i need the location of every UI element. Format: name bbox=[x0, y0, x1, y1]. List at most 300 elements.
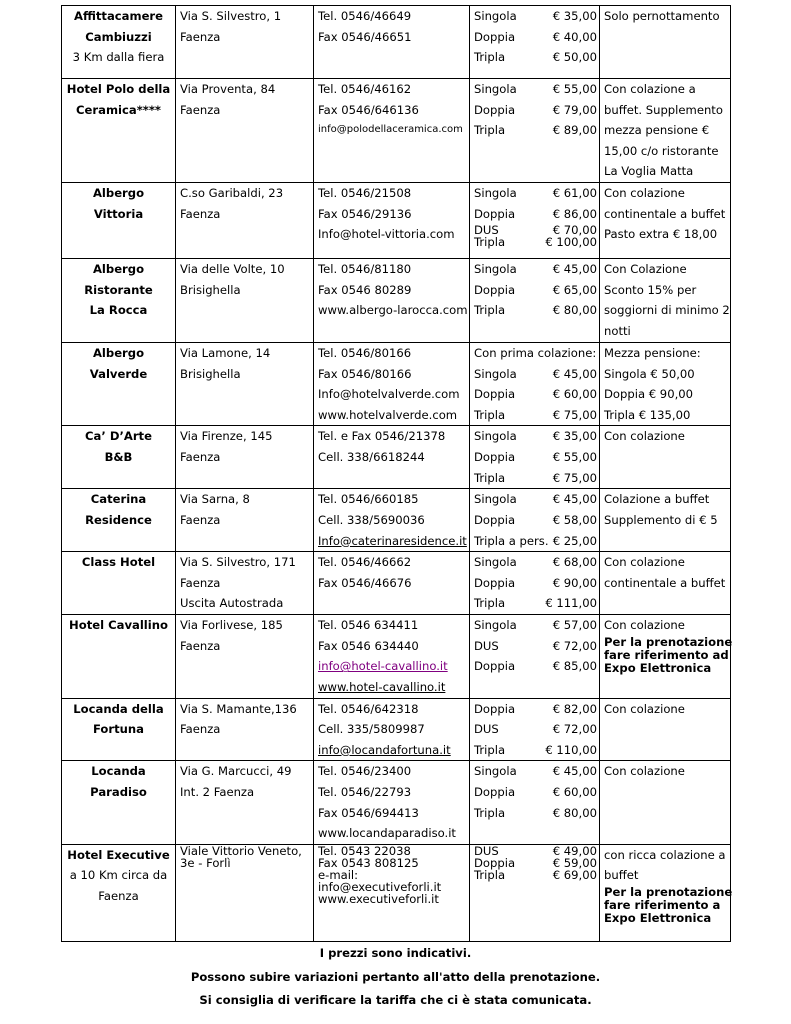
room-type: Tripla bbox=[474, 407, 506, 422]
room-price: € 40,00 bbox=[552, 29, 597, 44]
price-cell bbox=[470, 343, 600, 426]
room-price: € 58,00 bbox=[552, 512, 597, 527]
address-line: Via S. Silvestro, 171 bbox=[180, 555, 296, 570]
room-type: Tripla bbox=[474, 867, 506, 882]
contact-line: Tel. 0546/22793 bbox=[318, 784, 412, 799]
note-line: Sconto 15% per bbox=[604, 282, 697, 297]
room-price: € 55,00 bbox=[552, 449, 597, 464]
price-row bbox=[470, 573, 599, 594]
price-row bbox=[470, 100, 599, 121]
note-line: Singola € 50,00 bbox=[604, 366, 695, 381]
address-line: Faenza bbox=[180, 29, 221, 44]
price-row bbox=[470, 531, 599, 552]
price-row bbox=[470, 364, 599, 385]
contact-cell bbox=[314, 615, 470, 698]
price-row bbox=[470, 426, 599, 447]
price-row bbox=[470, 447, 599, 468]
hotel-name: Locanda della bbox=[73, 701, 164, 716]
room-type: Doppia bbox=[474, 206, 516, 221]
price-row bbox=[470, 384, 599, 405]
contact-line: Tel. 0546/81180 bbox=[318, 262, 412, 276]
room-price: € 55,00 bbox=[552, 82, 597, 96]
note-line: Pasto extra € 18,00 bbox=[604, 227, 718, 242]
address-cell bbox=[176, 343, 314, 426]
room-price: € 45,00 bbox=[552, 492, 597, 507]
room-type: Tripla bbox=[474, 235, 506, 250]
address-line: Via Sarna, 8 bbox=[180, 492, 250, 507]
note-line: continentale a buffet bbox=[604, 206, 726, 221]
hotel-name: B&B bbox=[104, 449, 133, 464]
note-line: buffet bbox=[604, 868, 639, 883]
hotel-name: Albergo bbox=[92, 346, 145, 360]
contact-cell bbox=[314, 183, 470, 259]
room-type: Tripla bbox=[474, 596, 506, 611]
contact-line: Fax 0546 80289 bbox=[318, 282, 412, 297]
room-type: Doppia bbox=[474, 855, 516, 870]
table-row bbox=[62, 489, 731, 552]
hotel-name: Paradiso bbox=[90, 784, 147, 799]
note-line: con ricca colazione a bbox=[604, 847, 726, 862]
price-row bbox=[470, 280, 599, 301]
price-row bbox=[470, 405, 599, 426]
room-price: € 80,00 bbox=[552, 805, 597, 820]
room-type: Doppia bbox=[474, 102, 516, 117]
address-line: Faenza bbox=[180, 575, 221, 590]
address-line: Via Proventa, 84 bbox=[180, 82, 276, 96]
price-cell bbox=[470, 489, 600, 552]
price-row bbox=[470, 6, 599, 27]
note-line: Doppia € 90,00 bbox=[604, 387, 694, 402]
contact-line: Fax 0546/29136 bbox=[318, 206, 412, 221]
hotel-name-cell bbox=[62, 615, 176, 698]
address-line: Via Firenze, 145 bbox=[180, 429, 273, 444]
hotel-location-note: Faenza bbox=[98, 888, 139, 903]
note-line: Con colazione bbox=[604, 618, 685, 633]
address-cell bbox=[176, 844, 314, 941]
room-type: Tripla bbox=[474, 805, 506, 820]
hotel-name-cell bbox=[62, 6, 176, 79]
hotel-name: Cambiuzzi bbox=[85, 29, 152, 44]
address-cell bbox=[176, 489, 314, 552]
note-line: buffet. Supplemento bbox=[604, 102, 723, 117]
contact-line: Info@hotelvalverde.com bbox=[318, 387, 460, 402]
hotel-name: Albergo bbox=[92, 186, 145, 200]
room-type: Singola bbox=[474, 9, 517, 23]
room-type: Tripla bbox=[474, 123, 506, 138]
hotel-name-cell bbox=[62, 343, 176, 426]
hotel-name: Ristorante bbox=[84, 282, 153, 297]
notes-cell bbox=[600, 552, 731, 615]
footer-line-3: Si consiglia di verificare la tariffa che ci è stata comunicata. bbox=[199, 993, 592, 1007]
room-type: Singola bbox=[474, 618, 517, 633]
contact-line: Tel. 0546 634411 bbox=[318, 618, 419, 633]
contact-cell bbox=[314, 79, 470, 183]
price-row bbox=[470, 857, 599, 869]
contact-line: Tel. e Fax 0546/21378 bbox=[318, 429, 446, 444]
hotel-table bbox=[61, 5, 731, 942]
address-line: 3e - Forlì bbox=[180, 855, 231, 870]
contact-link[interactable]: Info@caterinaresidence.it bbox=[318, 533, 467, 548]
hotel-name: Caterina bbox=[90, 492, 147, 507]
note-line: Con colazione bbox=[604, 701, 685, 716]
contact-cell bbox=[314, 6, 470, 79]
table-row bbox=[62, 615, 731, 698]
contact-line: Tel. 0546/660185 bbox=[318, 492, 419, 507]
room-price: € 57,00 bbox=[552, 618, 597, 633]
table-row bbox=[62, 343, 731, 426]
notes-cell bbox=[600, 183, 731, 259]
room-price: € 110,00 bbox=[545, 742, 597, 757]
notes-cell bbox=[600, 698, 731, 761]
contact-link[interactable]: www.hotel-cavallino.it bbox=[318, 679, 446, 694]
hotel-name: Ca’ D’Arte bbox=[85, 429, 152, 444]
note-line: Supplemento di € 5 bbox=[604, 512, 718, 527]
room-type: Doppia bbox=[474, 784, 516, 799]
price-row bbox=[470, 259, 599, 280]
address-cell bbox=[176, 552, 314, 615]
table-row bbox=[62, 552, 731, 615]
contact-line: Fax 0546/646136 bbox=[318, 102, 419, 117]
price-row bbox=[470, 183, 599, 204]
footer-line-1: I prezzi sono indicativi. bbox=[319, 946, 472, 960]
address-line: C.so Garibaldi, 23 bbox=[180, 186, 284, 200]
contact-link[interactable]: info@locandafortuna.it bbox=[318, 742, 451, 757]
table-row bbox=[62, 844, 731, 941]
address-line: Faenza bbox=[180, 722, 221, 737]
hotel-name: Hotel Executive bbox=[67, 847, 170, 862]
contact-line: info@executiveforli.it bbox=[318, 879, 442, 894]
room-type: Doppia bbox=[474, 575, 516, 590]
room-type: Singola bbox=[474, 555, 517, 570]
address-cell bbox=[176, 426, 314, 489]
note-line: Con colazione bbox=[604, 186, 685, 200]
contact-line: Tel. 0543 22038 bbox=[318, 843, 411, 858]
hotel-name-cell bbox=[62, 552, 176, 615]
contact-line: Fax 0546 634440 bbox=[318, 638, 419, 653]
table-row bbox=[62, 761, 731, 844]
room-type: Doppia bbox=[474, 512, 516, 527]
contact-line: Fax 0546/80166 bbox=[318, 366, 412, 381]
hotel-name: Residence bbox=[85, 512, 152, 527]
price-cell bbox=[470, 698, 600, 761]
note-line: continentale a buffet bbox=[604, 575, 726, 590]
address-cell bbox=[176, 6, 314, 79]
hotel-name-cell bbox=[62, 79, 176, 183]
room-price: € 75,00 bbox=[552, 407, 597, 422]
contact-line: Fax 0543 808125 bbox=[318, 855, 419, 870]
room-type: Doppia bbox=[474, 387, 516, 402]
price-heading: Con prima colazione: bbox=[474, 346, 597, 360]
room-price: € 72,00 bbox=[552, 722, 597, 737]
note-line: fare riferimento ad bbox=[604, 647, 729, 662]
contact-line: Tel. 0546/46662 bbox=[318, 555, 412, 570]
address-line: Faenza bbox=[180, 102, 221, 117]
contact-line: Fax 0546/46676 bbox=[318, 575, 412, 590]
price-cell bbox=[470, 615, 600, 698]
note-line: Expo Elettronica bbox=[604, 660, 712, 675]
notes-cell bbox=[600, 489, 731, 552]
price-row bbox=[470, 636, 599, 657]
address-cell bbox=[176, 615, 314, 698]
address-line: Faenza bbox=[180, 512, 221, 527]
notes-cell bbox=[600, 761, 731, 844]
contact-line: Cell. 338/6618244 bbox=[318, 449, 425, 464]
room-type: DUS bbox=[474, 638, 499, 653]
address-line: Faenza bbox=[180, 449, 221, 464]
note-line: notti bbox=[604, 323, 631, 338]
contact-line: Cell. 338/5690036 bbox=[318, 512, 425, 527]
price-row bbox=[470, 236, 599, 248]
address-line: Int. 2 Faenza bbox=[180, 784, 255, 799]
notes-cell bbox=[600, 259, 731, 343]
room-price: € 61,00 bbox=[552, 186, 597, 200]
hotel-name: Fortuna bbox=[92, 722, 144, 737]
address-line: Brisighella bbox=[180, 282, 241, 297]
note-line: Per la prenotazione bbox=[604, 634, 733, 649]
table-row bbox=[62, 6, 731, 79]
table-row bbox=[62, 698, 731, 761]
price-cell bbox=[470, 183, 600, 259]
room-type: Tripla bbox=[474, 50, 506, 65]
price-cell bbox=[470, 6, 600, 79]
notes-cell bbox=[600, 6, 731, 79]
hotel-location-note: 3 Km dalla fiera bbox=[72, 50, 165, 65]
contact-cell bbox=[314, 259, 470, 343]
price-row bbox=[470, 845, 599, 857]
notes-cell bbox=[600, 844, 731, 941]
note-line: Con colazione bbox=[604, 555, 685, 570]
address-cell bbox=[176, 259, 314, 343]
price-row bbox=[470, 47, 599, 68]
address-line: Brisighella bbox=[180, 366, 241, 381]
hotel-name: La Rocca bbox=[89, 303, 148, 318]
price-cell bbox=[470, 426, 600, 489]
address-line: Via Lamone, 14 bbox=[180, 346, 271, 360]
price-row bbox=[470, 869, 599, 881]
address-line: Via Forlivese, 185 bbox=[180, 618, 283, 633]
contact-cell bbox=[314, 844, 470, 941]
room-price: € 72,00 bbox=[552, 638, 597, 653]
room-price: € 82,00 bbox=[552, 701, 597, 716]
hotel-name-cell bbox=[62, 489, 176, 552]
table-row bbox=[62, 183, 731, 259]
room-type: DUS bbox=[474, 843, 499, 858]
price-cell bbox=[470, 259, 600, 343]
hotel-name: Ceramica**** bbox=[76, 102, 161, 117]
room-type: Doppia bbox=[474, 29, 516, 44]
room-type: Doppia bbox=[474, 659, 516, 674]
contact-cell bbox=[314, 698, 470, 761]
price-cell bbox=[470, 844, 600, 941]
hotel-name: Vittoria bbox=[93, 206, 144, 221]
room-price: € 35,00 bbox=[552, 429, 597, 444]
footer-line-2: Possono subire variazioni pertanto all'atto della prenotazione. bbox=[190, 970, 601, 984]
room-price: € 86,00 bbox=[552, 206, 597, 221]
room-price: € 65,00 bbox=[552, 282, 597, 297]
room-price: € 90,00 bbox=[552, 575, 597, 590]
contact-link[interactable]: info@hotel-cavallino.it bbox=[318, 659, 448, 674]
room-type: Singola bbox=[474, 492, 517, 507]
contact-line: Cell. 335/5809987 bbox=[318, 722, 425, 737]
note-line: Per la prenotazione bbox=[604, 884, 733, 899]
room-type: Singola bbox=[474, 429, 517, 444]
price-row bbox=[470, 782, 599, 803]
contact-line: www.albergo-larocca.com bbox=[318, 303, 468, 318]
note-line: La Voglia Matta bbox=[604, 164, 694, 179]
notes-cell bbox=[600, 79, 731, 183]
address-line: Via S. Mamante,136 bbox=[180, 701, 297, 716]
price-row bbox=[470, 300, 599, 321]
contact-line: Tel. 0546/46649 bbox=[318, 9, 412, 23]
room-price: € 60,00 bbox=[552, 784, 597, 799]
room-type: Doppia bbox=[474, 282, 516, 297]
hotel-name: Hotel Cavallino bbox=[69, 618, 168, 633]
room-price: € 69,00 bbox=[552, 867, 597, 882]
contact-line: Fax 0546/46651 bbox=[318, 29, 412, 44]
note-line: Expo Elettronica bbox=[604, 910, 712, 925]
table-row bbox=[62, 259, 731, 343]
address-cell bbox=[176, 698, 314, 761]
address-line: Faenza bbox=[180, 206, 221, 221]
price-row bbox=[470, 79, 599, 100]
room-type: Singola bbox=[474, 82, 517, 96]
hotel-name-cell bbox=[62, 761, 176, 844]
price-cell bbox=[470, 79, 600, 183]
room-type: Singola bbox=[474, 366, 517, 381]
address-cell bbox=[176, 79, 314, 183]
note-line: Tripla € 135,00 bbox=[604, 407, 691, 422]
price-row bbox=[470, 761, 599, 782]
contact-line: e-mail: bbox=[318, 867, 359, 882]
hotel-name: Locanda bbox=[91, 764, 146, 779]
price-row bbox=[470, 510, 599, 531]
price-row bbox=[470, 468, 599, 489]
contact-line: Tel. 0546/642318 bbox=[318, 701, 419, 716]
contact-cell bbox=[314, 489, 470, 552]
room-type: Tripla bbox=[474, 470, 506, 485]
notes-cell bbox=[600, 615, 731, 698]
room-type: DUS bbox=[474, 722, 499, 737]
address-cell bbox=[176, 183, 314, 259]
room-price: € 89,00 bbox=[552, 123, 597, 138]
note-line: Con colazione bbox=[604, 764, 685, 779]
hotel-name-cell bbox=[62, 698, 176, 761]
hotel-name: Valverde bbox=[89, 366, 148, 381]
price-row bbox=[470, 489, 599, 510]
hotel-name-cell bbox=[62, 844, 176, 941]
hotel-name-cell bbox=[62, 426, 176, 489]
room-type: Singola bbox=[474, 262, 517, 276]
address-line: Faenza bbox=[180, 638, 221, 653]
price-cell bbox=[470, 552, 600, 615]
room-price: € 59,00 bbox=[552, 855, 597, 870]
room-type: Doppia bbox=[474, 701, 516, 716]
room-type: DUS bbox=[474, 223, 499, 238]
contact-line: info@polodellaceramica.com bbox=[318, 124, 463, 136]
contact-cell bbox=[314, 761, 470, 844]
note-line: Con colazione bbox=[604, 429, 685, 444]
price-row bbox=[470, 27, 599, 48]
contact-cell bbox=[314, 552, 470, 615]
price-row bbox=[470, 552, 599, 573]
price-row bbox=[470, 699, 599, 720]
contact-line: www.locandaparadiso.it bbox=[318, 826, 456, 841]
contact-line: Tel. 0546/80166 bbox=[318, 346, 412, 360]
contact-line: www.hotelvalverde.com bbox=[318, 407, 458, 422]
address-cell bbox=[176, 761, 314, 844]
room-price: € 50,00 bbox=[552, 50, 597, 65]
price-row bbox=[470, 204, 599, 225]
price-row bbox=[470, 803, 599, 824]
room-price: € 111,00 bbox=[545, 596, 597, 611]
hotel-name: Albergo bbox=[92, 262, 145, 276]
address-line: Via S. Silvestro, 1 bbox=[180, 9, 282, 23]
contact-line: Tel. 0546/23400 bbox=[318, 764, 412, 779]
room-price: € 60,00 bbox=[552, 387, 597, 402]
price-row bbox=[470, 593, 599, 614]
contact-line: www.executiveforli.it bbox=[318, 891, 439, 906]
room-type: Singola bbox=[474, 186, 517, 200]
contact-line: Fax 0546/694413 bbox=[318, 805, 419, 820]
hotel-name: Affittacamere bbox=[73, 9, 164, 23]
room-price: € 80,00 bbox=[552, 303, 597, 318]
price-cell bbox=[470, 761, 600, 844]
contact-cell bbox=[314, 343, 470, 426]
note-line: 15,00 c/o ristorante bbox=[604, 143, 719, 158]
room-price: € 70,00 bbox=[552, 223, 597, 238]
room-type: Tripla bbox=[474, 303, 506, 318]
hotel-name: Class Hotel bbox=[81, 555, 156, 570]
room-price: € 100,00 bbox=[545, 235, 597, 250]
note-line: mezza pensione € bbox=[604, 123, 710, 138]
room-price: € 25,00 bbox=[552, 533, 597, 548]
price-row bbox=[470, 120, 599, 141]
note-line: Colazione a buffet bbox=[604, 492, 710, 507]
address-line: Uscita Autostrada bbox=[180, 596, 284, 611]
room-price: € 79,00 bbox=[552, 102, 597, 117]
contact-cell bbox=[314, 426, 470, 489]
table-row bbox=[62, 79, 731, 183]
room-price: € 45,00 bbox=[552, 262, 597, 276]
room-type: Doppia bbox=[474, 449, 516, 464]
table-row bbox=[62, 426, 731, 489]
note-line: soggiorni di minimo 2 bbox=[604, 303, 730, 318]
notes-cell bbox=[600, 426, 731, 489]
price-row bbox=[470, 656, 599, 677]
room-type: Singola bbox=[474, 764, 517, 779]
room-price: € 68,00 bbox=[552, 555, 597, 570]
room-type: Tripla a pers. bbox=[474, 533, 549, 548]
note-line: Mezza pensione: bbox=[604, 346, 701, 360]
room-type: Tripla bbox=[474, 742, 506, 757]
contact-line: Tel. 0546/46162 bbox=[318, 82, 412, 96]
contact-line: Tel. 0546/21508 bbox=[318, 186, 412, 200]
price-row bbox=[470, 615, 599, 636]
note-line: Solo pernottamento bbox=[604, 9, 720, 23]
room-price: € 45,00 bbox=[552, 366, 597, 381]
price-row bbox=[470, 740, 599, 761]
room-price: € 45,00 bbox=[552, 764, 597, 779]
notes-cell bbox=[600, 343, 731, 426]
address-line: Via delle Volte, 10 bbox=[180, 262, 285, 276]
room-price: € 85,00 bbox=[552, 659, 597, 674]
price-row bbox=[470, 719, 599, 740]
hotel-name-cell bbox=[62, 183, 176, 259]
address-line: Via G. Marcucci, 49 bbox=[180, 764, 292, 779]
hotel-name: Hotel Polo della bbox=[66, 82, 171, 96]
address-line: Viale Vittorio Veneto, bbox=[180, 843, 302, 858]
note-line: Con colazione a bbox=[604, 82, 696, 96]
